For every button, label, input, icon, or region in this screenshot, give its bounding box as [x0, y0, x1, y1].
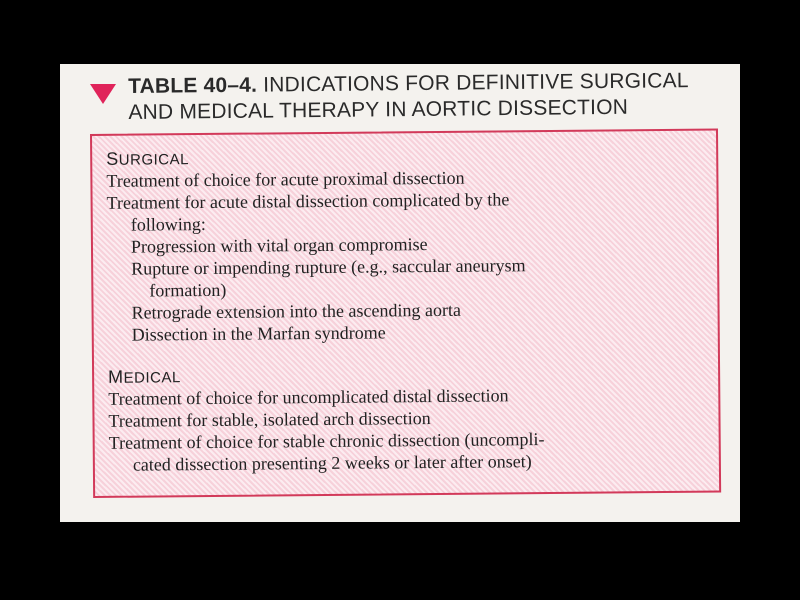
triangle-marker-icon	[90, 84, 116, 104]
surgical-sub-2b: formation)	[149, 279, 227, 301]
medical-line-2: Treatment for stable, isolated arch dissection	[108, 408, 431, 431]
scanned-page	[60, 64, 740, 522]
surgical-sub-3: Retrograde extension into the ascending aorta	[131, 299, 462, 323]
surgical-line-2b: following:	[130, 213, 206, 235]
medical-line-3b: cated dissection presenting 2 weeks or later after onset)	[132, 451, 532, 475]
medical-heading: MEDICAL	[108, 366, 181, 387]
surgical-sub-2a: Rupture or impending rupture (e.g., saccular aneurysm	[131, 255, 526, 279]
table-title	[128, 68, 729, 126]
surgical-sub-4: Dissection in the Marfan syndrome	[131, 322, 386, 345]
medical-line-3a: Treatment of choice for stable chronic dissection (uncompli-	[108, 429, 545, 453]
surgical-sub-1: Progression with vital organ compromise	[130, 234, 428, 257]
surgical-line-2a: Treatment for acute distal dissection complicated by the	[106, 189, 510, 213]
table-box	[90, 129, 721, 498]
surgical-line-1: Treatment of choice for acute proximal dissection	[106, 167, 465, 191]
surgical-heading: SURGICAL	[106, 148, 190, 169]
table-content	[106, 143, 709, 476]
table-number: TABLE 40–4.	[128, 73, 258, 98]
table-title-text: INDICATIONS FOR DEFINITIVE SURGICAL AND MEDICAL THERAPY IN AORTIC DISSECTION	[128, 69, 689, 124]
medical-line-1: Treatment of choice for uncomplicated distal dissection	[108, 385, 509, 409]
